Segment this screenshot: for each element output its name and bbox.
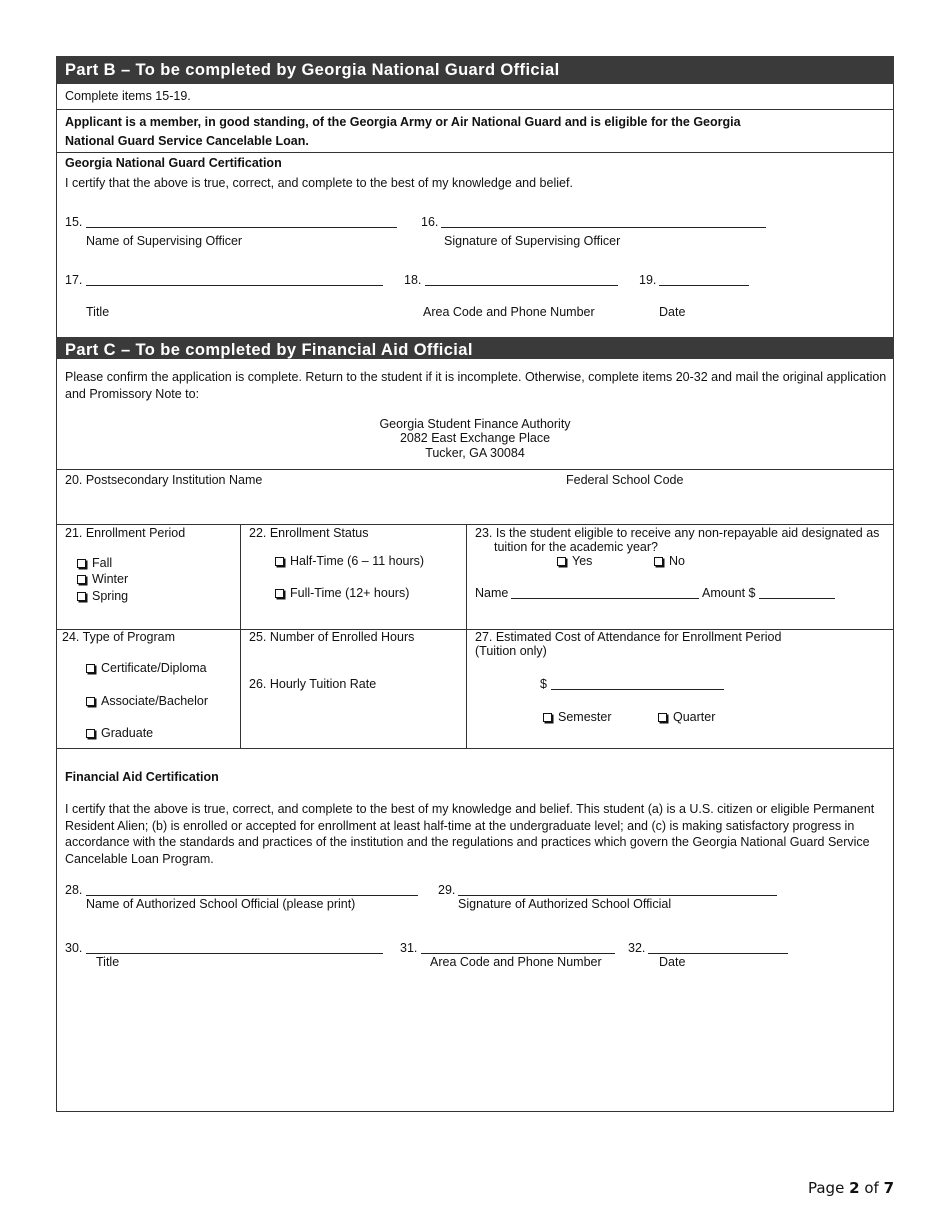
checkbox-icon xyxy=(86,697,95,706)
field-23-label-line1: 23. Is the student eligible to receive any non-repayable aid designated as xyxy=(475,526,880,540)
field-17-label: Title xyxy=(86,305,110,319)
option-label: Full-Time (12+ hours) xyxy=(290,586,410,600)
option-label: Certificate/Diploma xyxy=(101,661,207,675)
part-b-header: Part B – To be completed by Georgia National Guard Official xyxy=(56,56,894,84)
field-28-label: Name of Authorized School Official (please print) xyxy=(86,897,356,911)
field-32-line[interactable] xyxy=(648,953,788,954)
part-c-instructions: Please confirm the application is complete. Return to the student if it is incomplete. Otherwise, complete items 20-32 and mail the original application and Promissory Note to: xyxy=(65,370,887,401)
field-26-label: 26. Hourly Tuition Rate xyxy=(249,677,377,691)
checkbox-winter[interactable] xyxy=(77,572,128,586)
checkbox-icon xyxy=(275,557,284,566)
option-label: Spring xyxy=(92,589,129,603)
option-label: No xyxy=(669,554,685,568)
checkbox-icon xyxy=(557,557,566,566)
checkbox-icon xyxy=(86,729,95,738)
field-27-dollar-sign: $ xyxy=(540,677,547,691)
field-32-number: 32. xyxy=(628,941,646,955)
part-b-statement-line2: National Guard Service Cancelable Loan. xyxy=(65,134,309,148)
field-18-number: 18. xyxy=(404,273,422,287)
field-32-label: Date xyxy=(659,955,686,969)
field-29-line[interactable] xyxy=(458,895,777,896)
option-label: Winter xyxy=(92,572,129,586)
field-27-amount-line[interactable] xyxy=(551,689,724,690)
field-30-number: 30. xyxy=(65,941,83,955)
field-29-number: 29. xyxy=(438,883,456,897)
divider xyxy=(56,469,894,470)
federal-school-code-label: Federal School Code xyxy=(566,473,684,487)
field-22-label: 22. Enrollment Status xyxy=(249,526,369,540)
field-19-label: Date xyxy=(659,305,686,319)
checkbox-certificate[interactable] xyxy=(86,661,207,675)
divider xyxy=(56,748,894,749)
field-16-number: 16. xyxy=(421,215,439,229)
address-line-1: Georgia Student Finance Authority xyxy=(379,417,571,431)
checkbox-quarter[interactable] xyxy=(658,710,715,724)
field-29-label: Signature of Authorized School Official xyxy=(458,897,672,911)
checkbox-associate[interactable] xyxy=(86,694,208,708)
address-line-2: 2082 East Exchange Place xyxy=(399,431,551,445)
checkbox-icon xyxy=(654,557,663,566)
fa-cert-title: Financial Aid Certification xyxy=(65,770,219,784)
field-28-line[interactable] xyxy=(86,895,418,896)
field-31-number: 31. xyxy=(400,941,418,955)
option-label: Yes xyxy=(572,554,593,568)
field-31-line[interactable] xyxy=(421,953,615,954)
guard-cert-text: I certify that the above is true, correct, and complete to the best of my knowledge and belief. xyxy=(65,176,573,190)
field-16-line[interactable] xyxy=(441,227,766,228)
option-label: Quarter xyxy=(673,710,716,724)
checkbox-full-time[interactable] xyxy=(275,586,409,600)
field-15-number: 15. xyxy=(65,215,83,229)
page-total: 7 xyxy=(883,1179,894,1197)
field-19-line[interactable] xyxy=(659,285,749,286)
option-label: Semester xyxy=(558,710,612,724)
checkbox-icon xyxy=(543,713,552,722)
column-divider xyxy=(466,524,467,748)
divider xyxy=(56,109,894,110)
option-label: Graduate xyxy=(101,726,154,740)
field-17-number: 17. xyxy=(65,273,83,287)
divider xyxy=(56,524,894,525)
part-b-complete-items: Complete items 15-19. xyxy=(65,89,191,103)
field-30-line[interactable] xyxy=(86,953,383,954)
field-25-label: 25. Number of Enrolled Hours xyxy=(249,630,415,644)
checkbox-graduate[interactable] xyxy=(86,726,153,740)
checkbox-spring[interactable] xyxy=(77,589,128,603)
option-label: Fall xyxy=(92,556,113,570)
divider xyxy=(56,152,894,153)
field-23-amount-line[interactable] xyxy=(759,598,835,599)
checkbox-icon xyxy=(86,664,95,673)
field-15-label: Name of Supervising Officer xyxy=(86,234,243,248)
address-line-3: Tucker, GA 30084 xyxy=(425,446,525,460)
checkbox-icon xyxy=(275,589,284,598)
column-divider xyxy=(240,524,241,748)
field-24-label: 24. Type of Program xyxy=(62,630,176,644)
guard-cert-title: Georgia National Guard Certification xyxy=(65,156,282,170)
field-31-label: Area Code and Phone Number xyxy=(430,955,602,969)
field-19-number: 19. xyxy=(639,273,657,287)
fa-cert-text: I certify that the above is true, correct, and complete to the best of my knowledge and belief. This student (a) is a U.S. citizen or eligible Permanent Resident Alien; (b) is enrolled or accepted for enrollment at least half-time at the undergraduate level; and (c) is making satisfactory progress in accordance with the standards and practices of the institution and the regulations and practices which govern the Georgia National Guard Service Cancelable Loan Program. xyxy=(65,802,875,866)
part-c-header: Part C – To be completed by Financial Aid Official xyxy=(56,337,894,359)
page-of: of xyxy=(864,1179,879,1197)
checkbox-semester[interactable] xyxy=(543,710,612,724)
field-23-name-line[interactable] xyxy=(511,598,699,599)
field-17-line[interactable] xyxy=(86,285,383,286)
part-b-statement-line1: Applicant is a member, in good standing, of the Georgia Army or Air National Guard and is eligible for the Georgia xyxy=(65,115,741,129)
option-label: Half-Time (6 – 11 hours) xyxy=(290,554,425,568)
field-27-label-line1: 27. Estimated Cost of Attendance for Enrollment Period xyxy=(475,630,782,644)
field-16-label: Signature of Supervising Officer xyxy=(444,234,621,248)
checkbox-half-time[interactable] xyxy=(275,554,424,568)
field-28-number: 28. xyxy=(65,883,83,897)
field-21-label: 21. Enrollment Period xyxy=(65,526,186,540)
checkbox-icon xyxy=(77,575,86,584)
page-prefix: Page xyxy=(807,1179,845,1197)
field-30-label: Title xyxy=(96,955,120,969)
field-23-amount-label: Amount $ xyxy=(702,586,756,600)
checkbox-icon xyxy=(77,592,86,601)
checkbox-no[interactable] xyxy=(654,554,685,568)
field-18-line[interactable] xyxy=(425,285,618,286)
field-15-line[interactable] xyxy=(86,227,397,228)
checkbox-icon xyxy=(77,559,86,568)
field-18-label: Area Code and Phone Number xyxy=(423,305,595,319)
page-number xyxy=(808,1179,894,1197)
page-current: 2 xyxy=(849,1179,860,1197)
option-label: Associate/Bachelor xyxy=(101,694,209,708)
field-23-label-line2: tuition for the academic year? xyxy=(494,540,658,554)
checkbox-yes[interactable] xyxy=(557,554,592,568)
field-27-label-line2: (Tuition only) xyxy=(475,644,547,658)
checkbox-fall[interactable] xyxy=(77,556,112,570)
field-23-name-label: Name xyxy=(475,586,509,600)
checkbox-icon xyxy=(658,713,667,722)
field-20-label: 20. Postsecondary Institution Name xyxy=(65,473,263,487)
